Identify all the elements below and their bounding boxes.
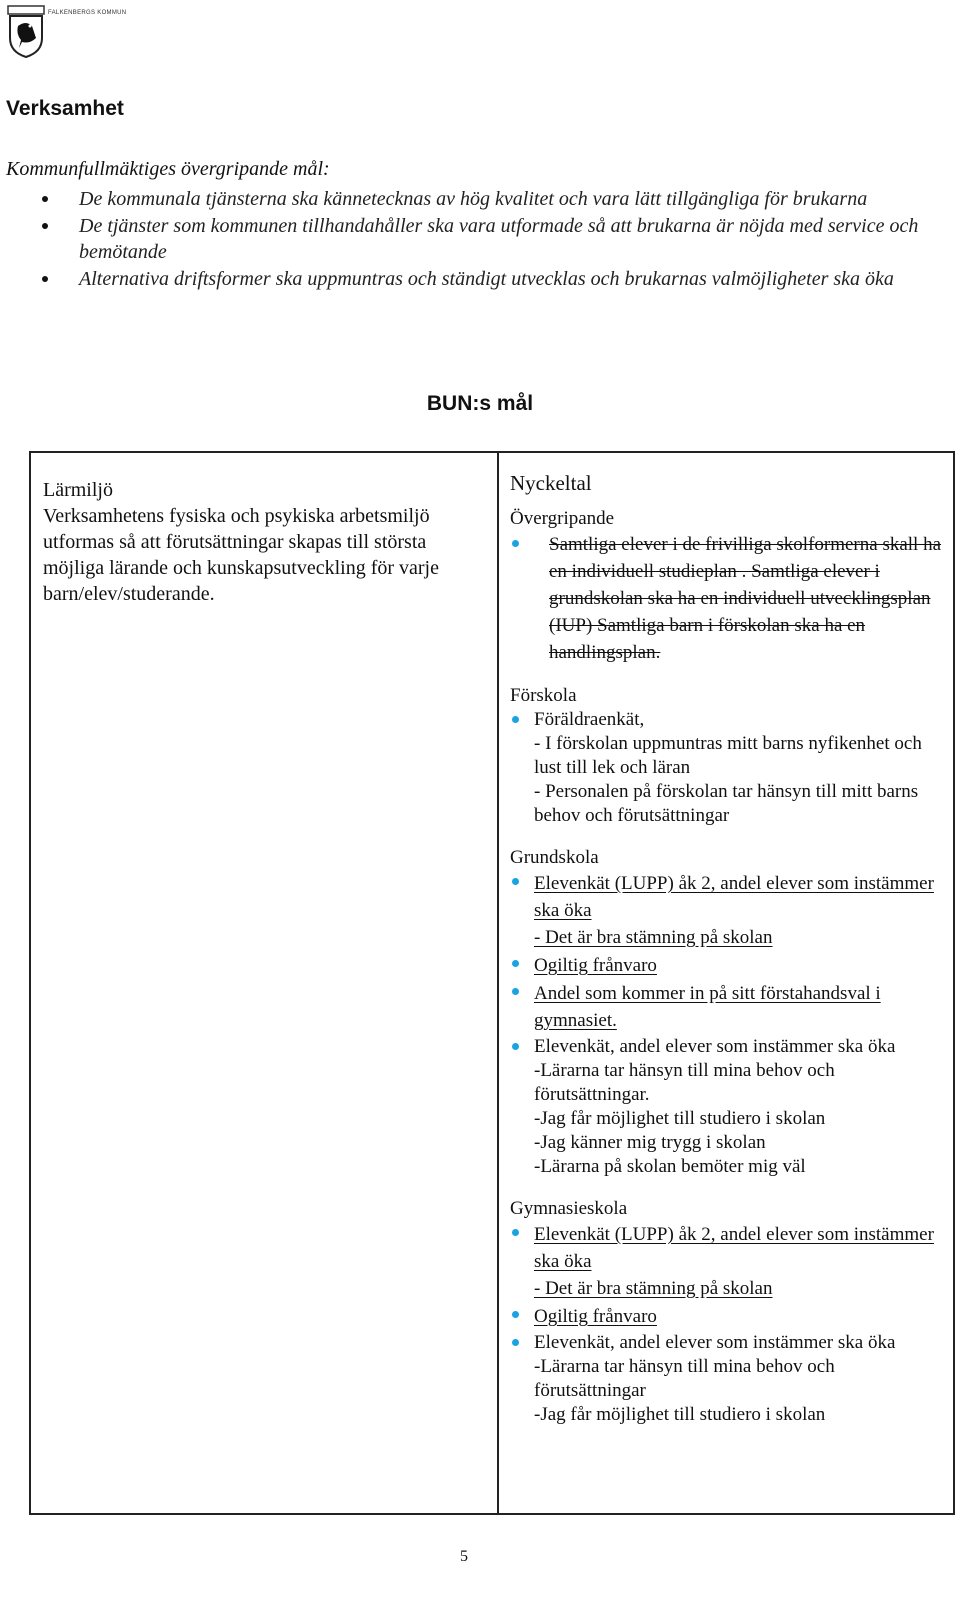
grundskola-list bbox=[510, 870, 943, 1179]
list-item bbox=[510, 870, 943, 951]
goal-item: De kommunala tjänsterna ska kännetecknas av hög kvalitet och vara lätt tillgängliga för brukarna bbox=[40, 186, 940, 212]
item-line: - Personalen på förskolan tar hänsyn till mitt barns behov och förutsättningar bbox=[534, 781, 919, 826]
gymnasieskola-list bbox=[510, 1221, 943, 1427]
goals-title: Kommunfullmäktiges övergripande mål: bbox=[6, 158, 330, 180]
item-line: Elevenkät (LUPP) åk 2, andel elever som instämmer ska öka bbox=[534, 1224, 934, 1272]
item-line: -Jag får möjlighet till studiero i skolan bbox=[534, 1108, 826, 1129]
list-item bbox=[510, 980, 943, 1034]
item-line: Andel som kommer in på sitt förstahandsval i gymnasiet. bbox=[534, 983, 881, 1031]
item-line: -Jag känner mig trygg i skolan bbox=[534, 1132, 766, 1153]
item-line: -Lärarna tar hänsyn till mina behov och förutsättningar bbox=[534, 1356, 835, 1401]
forskola-list bbox=[510, 708, 943, 828]
bullet-icon bbox=[512, 960, 519, 967]
coat-of-arms-icon bbox=[6, 4, 46, 58]
area-title: Lärmiljö bbox=[43, 479, 113, 501]
item-line: -Lärarna tar hänsyn till mina behov och förutsättningar. bbox=[534, 1060, 835, 1105]
item-line: Elevenkät (LUPP) åk 2, andel elever som instämmer ska öka bbox=[534, 873, 934, 921]
item-line: -Lärarna på skolan bemöter mig väl bbox=[534, 1156, 806, 1177]
bullet-icon bbox=[512, 1229, 519, 1236]
forskola-group bbox=[510, 684, 943, 828]
goal-item: De tjänster som kommunen tillhandahåller ska vara utformade så att brukarna är nöjda med service och bemötande bbox=[40, 213, 940, 265]
bun-heading: BUN:s mål bbox=[426, 392, 534, 415]
goal-column bbox=[31, 453, 499, 1513]
list-item bbox=[510, 952, 943, 979]
item-title: Föräldraenkät, bbox=[534, 709, 645, 730]
bullet-icon bbox=[512, 988, 519, 995]
grundskola-label: Grundskola bbox=[510, 847, 599, 868]
indicator-title: Nyckeltal bbox=[510, 471, 592, 495]
bullet-icon bbox=[512, 716, 519, 723]
page-number: 5 bbox=[460, 1548, 468, 1565]
bullet-icon bbox=[42, 223, 48, 229]
forskola-label: Förskola bbox=[510, 685, 577, 706]
goal-item: Alternativa driftsformer ska uppmuntras och ständigt utvecklas och brukarnas valmöjligheter ska öka bbox=[40, 266, 940, 292]
list-item: Samtliga elever i de frivilliga skolformerna skall ha en individuell studieplan . Samtliga elever i grundskolan ska ha en individuell utvecklingsplan (IUP) Samtliga barn i förskolan ska ha en handlingsplan. bbox=[510, 531, 943, 666]
indicator-column bbox=[499, 453, 953, 1513]
grundskola-group bbox=[510, 846, 943, 1179]
gymnasieskola-label: Gymnasieskola bbox=[510, 1198, 628, 1219]
list-item bbox=[510, 1303, 943, 1330]
item-line: Ogiltig frånvaro bbox=[534, 1306, 657, 1327]
goal-table bbox=[29, 451, 955, 1515]
logo-text: FALKENBERGS KOMMUN bbox=[48, 10, 127, 16]
overgripande-label: Övergripande bbox=[510, 508, 615, 529]
goals-list bbox=[40, 186, 940, 293]
list-item bbox=[510, 1221, 943, 1302]
bullet-icon bbox=[512, 1339, 519, 1346]
bullet-icon bbox=[512, 540, 519, 547]
item-line: - Det är bra stämning på skolan bbox=[534, 1278, 773, 1299]
list-item bbox=[510, 708, 943, 828]
bullet-icon bbox=[512, 1311, 519, 1318]
bullet-icon bbox=[512, 1043, 519, 1050]
item-line: - Det är bra stämning på skolan bbox=[534, 927, 773, 948]
item-title: Elevenkät, andel elever som instämmer ska öka bbox=[534, 1036, 896, 1057]
bullet-icon bbox=[42, 196, 48, 202]
overgripande-list bbox=[510, 531, 943, 666]
bullet-icon bbox=[42, 276, 48, 282]
list-item bbox=[510, 1331, 943, 1427]
item-line: - I förskolan uppmuntras mitt barns nyfikenhet och lust till lek och läran bbox=[534, 733, 922, 778]
list-item bbox=[510, 1035, 943, 1179]
item-title: Elevenkät, andel elever som instämmer ska öka bbox=[534, 1332, 896, 1353]
item-line: -Jag får möjlighet till studiero i skolan bbox=[534, 1404, 826, 1425]
municipality-logo bbox=[6, 4, 136, 58]
gymnasieskola-group bbox=[510, 1197, 943, 1427]
item-line: Ogiltig frånvaro bbox=[534, 955, 657, 976]
section-heading: Verksamhet bbox=[6, 97, 124, 120]
area-text: Verksamhetens fysiska och psykiska arbetsmiljö utformas så att förutsättningar skapas till största möjliga lärande och kunskapsutveckling för varje barn/elev/studerande. bbox=[43, 505, 439, 605]
bullet-icon bbox=[512, 878, 519, 885]
